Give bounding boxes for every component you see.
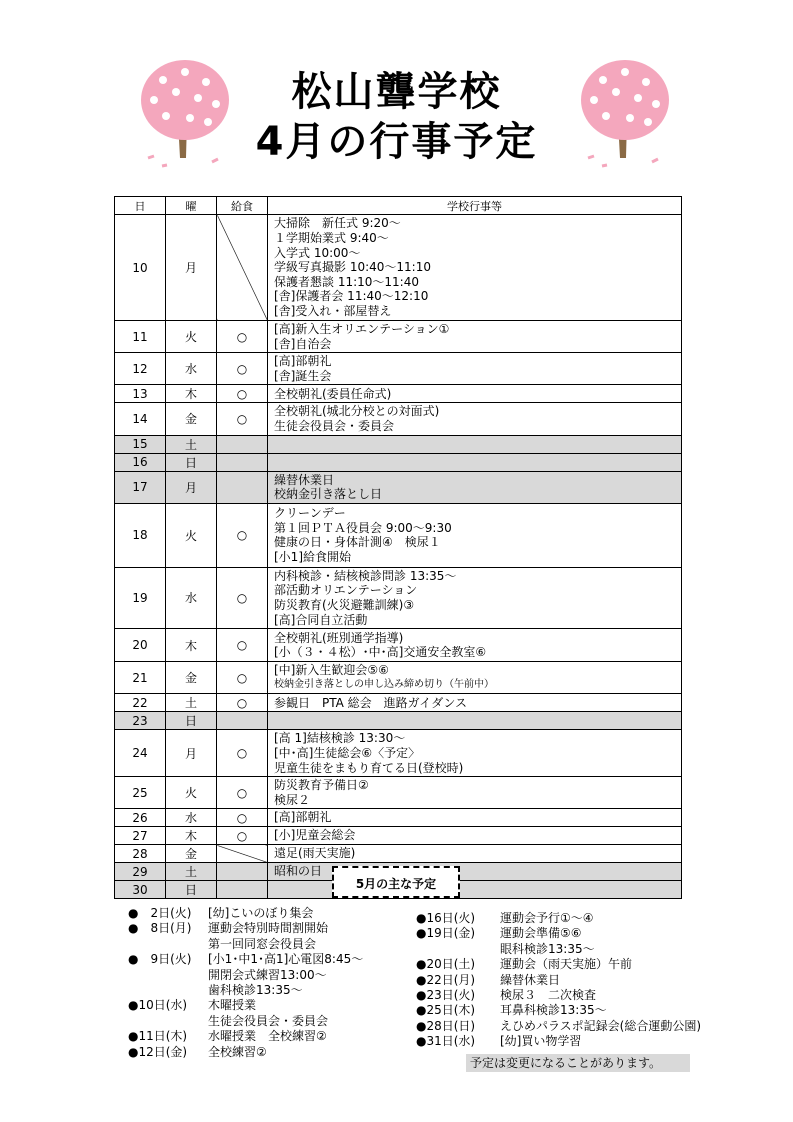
weekday-cell: 土 — [166, 694, 217, 712]
weekday-cell: 土 — [166, 863, 217, 881]
may-item-text: 水曜授業 全校練習② — [208, 1029, 327, 1044]
weekday-cell: 火 — [166, 321, 217, 353]
may-item-date — [128, 937, 208, 952]
lunch-cell — [217, 435, 268, 453]
event-line: [舎]受入れ・部屋替え — [274, 303, 392, 318]
may-item-text: 木曜授業 — [208, 998, 257, 1013]
event-line: [小]児童会総会 — [274, 828, 356, 843]
may-item-text: えひめパラスポ記録会(総合運動公園) — [500, 1018, 702, 1033]
event-line: 防災教育予備日② — [274, 778, 369, 793]
day-cell: 14 — [115, 403, 166, 435]
may-item — [416, 911, 701, 926]
weekday-cell: 月 — [166, 730, 217, 777]
may-item — [416, 988, 701, 1003]
may-item — [128, 1029, 363, 1044]
event-line: [高]新入生オリエンテーション① — [274, 322, 450, 336]
may-heading: 5月の主な予定 — [332, 866, 460, 898]
events-cell — [268, 662, 682, 694]
event-line: [小（３・４松）･中･高]交通安全教室⑥ — [274, 645, 487, 660]
events-cell — [268, 712, 682, 730]
events-cell — [268, 827, 682, 845]
weekday-cell: 火 — [166, 777, 217, 809]
table-row — [115, 403, 682, 435]
events-cell — [268, 881, 682, 899]
may-left-column — [128, 906, 363, 1060]
may-item-date: ●23日(火) — [416, 988, 476, 1003]
event-line: 児童生徒をまもり育てる日(登校時) — [274, 760, 464, 775]
event-line: 学級写真撮影 10:40～11:10 — [274, 260, 431, 275]
table-row — [115, 321, 682, 353]
table-row — [115, 694, 682, 712]
may-item — [416, 957, 701, 972]
events-cell — [268, 435, 682, 453]
event-line: 生徒会役員会・委員会 — [274, 418, 395, 433]
may-item — [416, 926, 701, 941]
day-cell: 20 — [115, 629, 166, 662]
lunch-cell: ○ — [217, 777, 268, 809]
may-item-text: [小1･中1･高1]心電図8:45～ — [208, 952, 364, 967]
table-row — [115, 827, 682, 845]
event-line: [中･高]生徒総会⑥〈予定〉 — [274, 745, 421, 760]
event-line: 検尿２ — [274, 792, 311, 807]
day-cell: 28 — [115, 845, 166, 863]
page-subtitle: 4月の行事予定 — [255, 119, 538, 165]
may-item-date — [416, 942, 500, 957]
change-notice: 予定は変更になることがあります。 — [466, 1054, 690, 1072]
table-row — [115, 629, 682, 662]
day-cell: 19 — [115, 567, 166, 628]
table-row — [115, 809, 682, 827]
events-cell — [268, 321, 682, 353]
lunch-cell: ○ — [217, 567, 268, 628]
table-row — [115, 353, 682, 385]
weekday-cell: 月 — [166, 471, 217, 503]
weekday-cell: 金 — [166, 403, 217, 435]
may-item-text: 歯科検診13:35～ — [208, 983, 303, 998]
event-line: 遠足(雨天実施) — [274, 846, 356, 861]
event-line: １学期始業式 9:40～ — [274, 231, 389, 246]
may-item — [416, 1034, 701, 1049]
weekday-cell: 月 — [166, 215, 217, 321]
may-item-date: ●22日(月) — [416, 972, 476, 987]
event-line: 参観日 PTA 総会 進路ガイダンス — [274, 695, 468, 710]
events-cell — [268, 471, 682, 503]
may-item-text: 検尿３ 二次検査 — [500, 988, 597, 1003]
event-line: 第１回ＰＴＡ役員会 9:00～9:30 — [274, 520, 452, 535]
weekday-cell: 日 — [166, 881, 217, 899]
weekday-cell: 木 — [166, 629, 217, 662]
event-line: 昭和の日 — [274, 864, 323, 879]
may-item-text: 運動会準備⑤⑥ — [500, 926, 582, 941]
table-row — [115, 845, 682, 863]
weekday-cell: 日 — [166, 712, 217, 730]
lunch-cell: ○ — [217, 353, 268, 385]
table-row — [115, 712, 682, 730]
day-cell: 24 — [115, 730, 166, 777]
may-item — [128, 968, 363, 983]
weekday-cell: 水 — [166, 567, 217, 628]
weekday-cell: 金 — [166, 845, 217, 863]
may-item-date: ●16日(火) — [416, 911, 476, 925]
may-item-date: ● 8日(月) — [128, 921, 192, 936]
may-item — [128, 983, 363, 998]
events-cell — [268, 567, 682, 628]
event-line: [舎]誕生会 — [274, 368, 332, 383]
events-cell — [268, 503, 682, 567]
weekday-cell: 水 — [166, 353, 217, 385]
events-cell — [268, 777, 682, 809]
event-line: 防災教育(火災避難訓練)③ — [274, 597, 415, 612]
event-line: [舎]自治会 — [274, 336, 332, 351]
day-cell: 22 — [115, 694, 166, 712]
may-item-date: ●28日(日) — [416, 1018, 476, 1033]
lunch-cell — [217, 863, 268, 881]
day-cell: 13 — [115, 385, 166, 403]
may-item-text: [幼]こいのぼり集会 — [208, 906, 314, 920]
table-row — [115, 215, 682, 321]
may-item-date: ●12日(金) — [128, 1044, 188, 1059]
event-line: 全校朝礼(委員任命式) — [274, 386, 392, 401]
table-row — [115, 385, 682, 403]
table-row — [115, 777, 682, 809]
may-item-date: ● 9日(火) — [128, 952, 192, 967]
event-line: 全校朝礼(班別通学指導) — [274, 630, 404, 645]
weekday-cell: 金 — [166, 662, 217, 694]
weekday-cell: 木 — [166, 827, 217, 845]
lunch-cell: ○ — [217, 385, 268, 403]
may-item — [128, 921, 363, 936]
lunch-cell: ○ — [217, 629, 268, 662]
header-lunch: 給食 — [217, 197, 268, 215]
table-row — [115, 453, 682, 471]
table-row — [115, 435, 682, 453]
weekday-cell: 水 — [166, 809, 217, 827]
may-item — [416, 973, 701, 988]
may-item-date: ●11日(木) — [128, 1029, 188, 1044]
may-item-date: ●31日(水) — [416, 1034, 476, 1049]
may-item-date: ● 2日(火) — [128, 906, 192, 920]
may-item-date — [128, 968, 208, 983]
day-cell: 16 — [115, 453, 166, 471]
events-cell — [268, 403, 682, 435]
may-item-date: ●25日(木) — [416, 1003, 476, 1018]
day-cell: 27 — [115, 827, 166, 845]
day-cell: 18 — [115, 503, 166, 567]
may-item-text: 第一回同窓会役員会 — [208, 936, 317, 951]
event-line: 繰替休業日 — [274, 472, 335, 487]
event-line: [小1]給食開始 — [274, 549, 351, 564]
lunch-cell — [217, 845, 268, 863]
may-item-date: ●19日(金) — [416, 926, 476, 941]
may-item-text: 生徒会役員会・委員会 — [208, 1013, 329, 1028]
event-line: [中]新入生歓迎会⑤⑥ — [274, 663, 389, 678]
may-item — [416, 942, 701, 957]
event-line: 内科検診・結核検診問診 13:35～ — [274, 568, 457, 583]
may-item-text: 耳鼻科検診13:35～ — [500, 1003, 607, 1018]
events-cell — [268, 629, 682, 662]
table-header-row — [115, 197, 682, 215]
table-row — [115, 730, 682, 777]
may-item-text: 運動会（雨天実施）午前 — [500, 957, 633, 972]
day-cell: 17 — [115, 471, 166, 503]
event-line: 大掃除 新任式 9:20～ — [274, 216, 401, 231]
header-day: 日 — [115, 197, 166, 215]
may-item — [128, 1014, 363, 1029]
event-line: 保護者懇談 11:10～11:40 — [274, 274, 419, 289]
may-item — [128, 952, 363, 967]
event-line: 入学式 10:00～ — [274, 245, 361, 260]
weekday-cell: 土 — [166, 435, 217, 453]
header-weekday: 曜 — [166, 197, 217, 215]
table-row — [115, 471, 682, 503]
events-cell — [268, 215, 682, 321]
lunch-cell: ○ — [217, 321, 268, 353]
event-line: 全校朝礼(城北分校との対面式) — [274, 404, 440, 419]
events-cell — [268, 730, 682, 777]
events-cell — [268, 694, 682, 712]
table-row — [115, 503, 682, 567]
event-line: 部活動オリエンテーション — [274, 583, 418, 598]
may-item-text: 開閉会式練習13:00～ — [208, 967, 327, 982]
weekday-cell: 火 — [166, 503, 217, 567]
events-cell — [268, 809, 682, 827]
event-line: 健康の日・身体計測④ 検尿１ — [274, 535, 441, 550]
day-cell: 11 — [115, 321, 166, 353]
may-item-date — [128, 983, 208, 998]
lunch-cell — [217, 471, 268, 503]
events-cell — [268, 845, 682, 863]
lunch-cell — [217, 215, 268, 321]
event-line: [高]部朝礼 — [274, 810, 332, 825]
may-item-date — [128, 1014, 208, 1029]
may-item — [416, 1003, 701, 1018]
events-cell — [268, 453, 682, 471]
may-item — [128, 937, 363, 952]
day-cell: 15 — [115, 435, 166, 453]
day-cell: 26 — [115, 809, 166, 827]
may-item-text: [幼]買い物学習 — [500, 1034, 582, 1049]
may-item-text: 全校練習② — [208, 1044, 267, 1059]
event-line: 校納金引き落としの申し込み締め切り（午前中） — [274, 678, 494, 690]
event-line: [高]合同自立活動 — [274, 612, 368, 627]
lunch-cell: ○ — [217, 503, 268, 567]
may-item-text: 眼科検診13:35～ — [500, 941, 595, 956]
events-cell — [268, 353, 682, 385]
event-line: [高 1]結核検診 13:30～ — [274, 731, 406, 746]
may-item-text: 運動会特別時間割開始 — [208, 921, 329, 936]
may-item — [128, 998, 363, 1013]
day-cell: 25 — [115, 777, 166, 809]
weekday-cell: 日 — [166, 453, 217, 471]
table-row — [115, 567, 682, 628]
event-line: [高]部朝礼 — [274, 354, 332, 369]
may-item — [128, 906, 363, 921]
events-cell — [268, 385, 682, 403]
lunch-cell — [217, 881, 268, 899]
weekday-cell: 木 — [166, 385, 217, 403]
lunch-cell: ○ — [217, 809, 268, 827]
schedule-table — [114, 196, 682, 899]
day-cell: 10 — [115, 215, 166, 321]
day-cell: 30 — [115, 881, 166, 899]
may-item-text: 繰替休業日 — [500, 972, 561, 987]
lunch-cell: ○ — [217, 403, 268, 435]
lunch-cell: ○ — [217, 730, 268, 777]
lunch-cell: ○ — [217, 662, 268, 694]
day-cell: 12 — [115, 353, 166, 385]
events-cell — [268, 863, 682, 881]
may-item — [128, 1045, 363, 1060]
day-cell: 23 — [115, 712, 166, 730]
lunch-cell — [217, 712, 268, 730]
may-right-column — [416, 911, 701, 1050]
table-row — [115, 662, 682, 694]
may-item-text: 運動会予行①～④ — [500, 911, 594, 925]
event-line: 校納金引き落とし日 — [274, 487, 383, 502]
header-events: 学校行事等 — [268, 197, 682, 215]
event-line: クリーンデー — [274, 506, 346, 521]
day-cell: 29 — [115, 863, 166, 881]
day-cell: 21 — [115, 662, 166, 694]
may-item — [416, 1019, 701, 1034]
lunch-cell: ○ — [217, 694, 268, 712]
page-title: 松山聾学校 — [291, 69, 502, 115]
lunch-cell — [217, 453, 268, 471]
may-item-date: ●20日(土) — [416, 957, 476, 972]
event-line: [舎]保護者会 11:40～12:10 — [274, 289, 429, 304]
lunch-cell: ○ — [217, 827, 268, 845]
may-item-date: ●10日(水) — [128, 998, 188, 1013]
